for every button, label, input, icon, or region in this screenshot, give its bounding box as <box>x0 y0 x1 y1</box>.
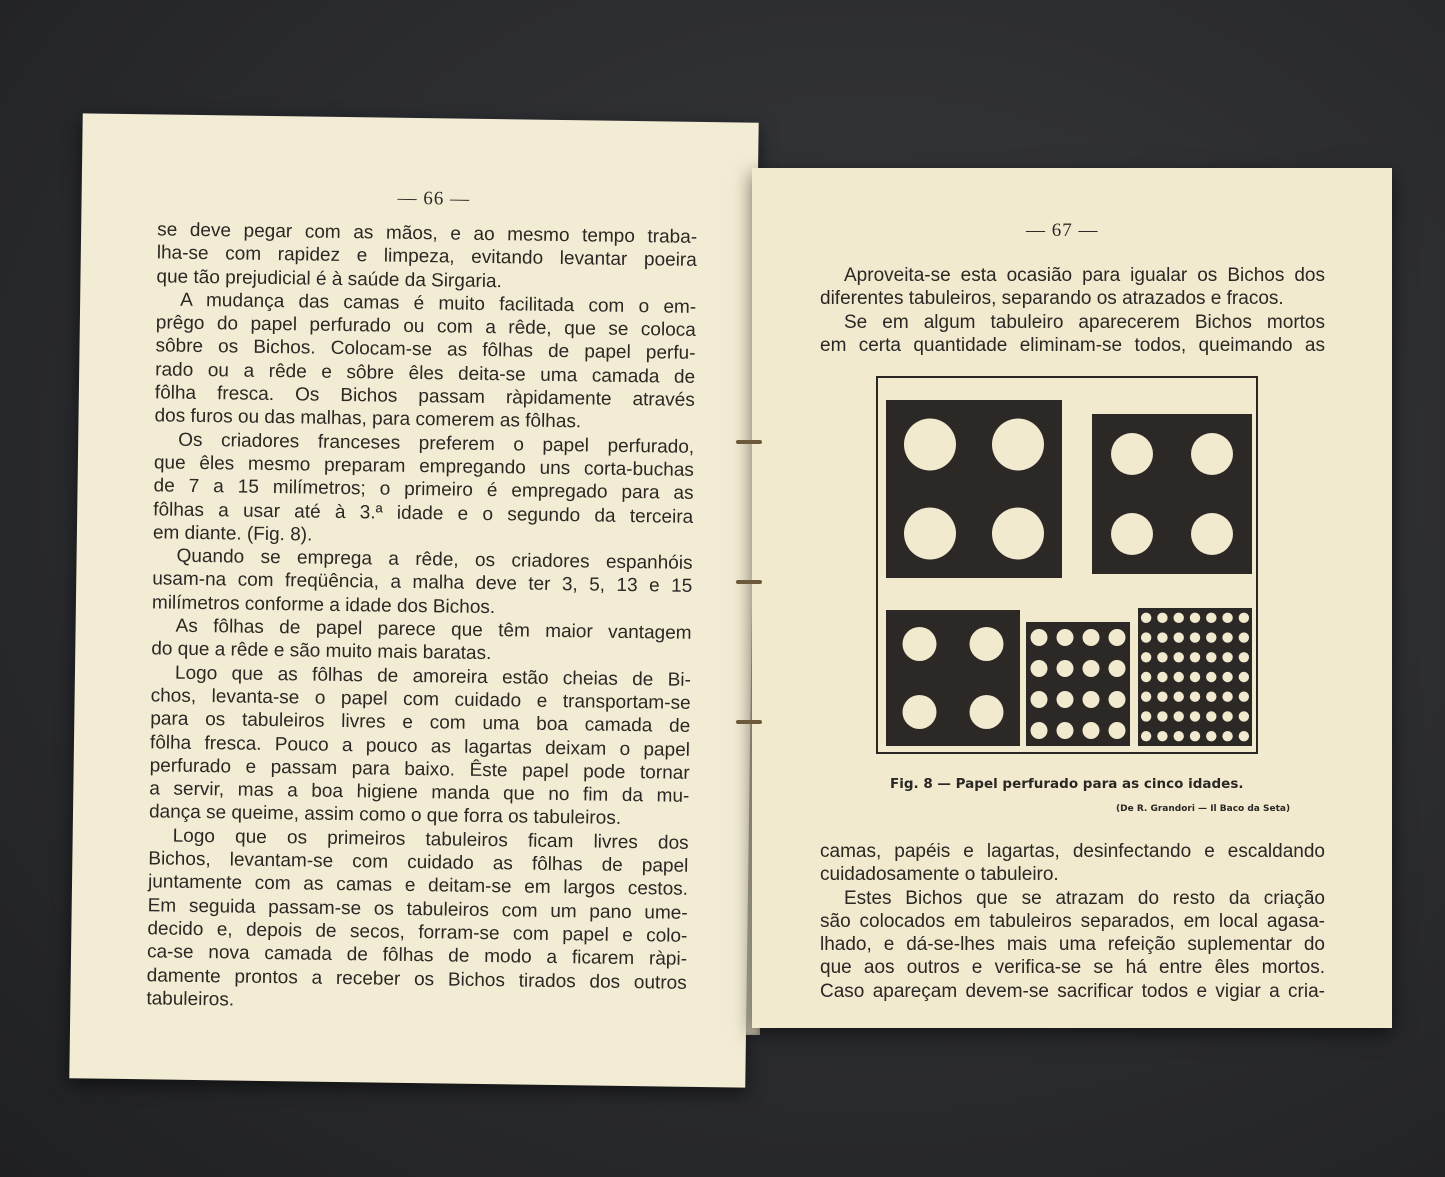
text-line: As fôlhas de papel parece que têm maior vantagem <box>175 615 692 644</box>
text-line: decido e, depois de secos, forram-se com papel e colo- <box>147 918 688 947</box>
text-line: que êles mesmo preparam empregando uns corta-buchas <box>153 452 694 481</box>
text-line: lhado, e dá-se-lhes mais uma refeição suplementar do <box>820 934 1325 956</box>
sheet-fine-holes <box>1026 622 1130 746</box>
page-number-left: — 66 — <box>397 187 471 210</box>
sheet-large-holes <box>886 400 1062 578</box>
text-line: tabuleiros. <box>146 988 235 1011</box>
right-page <box>752 168 1392 1028</box>
text-line: Logo que os primeiros tabuleiros ficam livres dos <box>172 825 689 854</box>
text-line: a servir, mas a boa higiene manda que no fim da mu- <box>149 778 690 807</box>
text-line: em certa quantidade eliminam-se todos, queimando as <box>820 334 1325 356</box>
text-line: de 7 a 15 milímetros; o primeiro é empregado para as <box>153 475 694 505</box>
right-page-text-top <box>820 264 1325 357</box>
text-line: Quando se emprega a rêde, os criadores espanhóis <box>176 545 693 575</box>
text-line: Bichos, levantam-se com cuidado as fôlhas de papel <box>148 848 689 877</box>
text-line: para os tabuleiros livres e com uma boa camada de <box>150 708 691 738</box>
text-line: são colocados em tabuleiros separados, em local agasa- <box>820 910 1325 932</box>
text-line: lha-se com rapidez e limpeza, evitando levantar poeira <box>156 242 697 272</box>
text-line: A mudança das camas é muito facilitada com o em- <box>180 289 697 318</box>
text-line: que aos outros e verifica-se se há entre êles mortos. <box>820 957 1325 979</box>
text-line: milímetros conforme a idade dos Bichos. <box>151 592 496 618</box>
sheet-finest-holes <box>1138 608 1252 746</box>
text-line: juntamente com as camas e deitam-se em largos cestos. <box>147 871 689 901</box>
text-line: Estes Bichos que se atrazam do resto da criação <box>844 887 1325 909</box>
text-line: camas, papéis e lagartas, desinfectando e escaldando <box>820 841 1325 862</box>
figure-caption: Fig. 8 — Papel perfurado para as cinco idades. <box>890 776 1244 792</box>
text-line: dança se queime, assim como o que forra os tabuleiros. <box>148 801 622 830</box>
text-line: sôbre os Bichos. Colocam-se as fôlhas de papel perfu- <box>155 335 696 365</box>
sheet-medium-holes <box>1092 414 1252 574</box>
text-line: Os criadores franceses preferem o papel perfurado, <box>178 429 695 458</box>
text-line: Logo que as fôlhas de amoreira estão cheias de Bi- <box>174 662 692 691</box>
text-line: dos furos ou das malhas, para comerem as fôlhas. <box>154 405 582 433</box>
text-line: damente prontos a receber os Bichos tirados dos outros <box>146 964 687 994</box>
text-line: se deve pegar com as mãos, e ao mesmo tempo traba- <box>157 219 698 248</box>
text-line: que tão prejudicial é à saúde da Sirgaria. <box>156 265 503 292</box>
text-line: do que a rêde e são muito mais baratas. <box>151 638 492 665</box>
text-line: Aproveita-se esta ocasião para igualar os Bichos dos <box>844 265 1325 286</box>
figure-perforated-paper <box>876 376 1258 754</box>
text-line: prêgo do papel perfurado ou com a rêde, que se coloca <box>155 312 696 342</box>
text-line: diferentes tabuleiros, separando os atrazados e fracos. <box>820 288 1284 310</box>
text-line: em diante. (Fig. 8). <box>152 522 313 546</box>
text-line: perfurado e passam para baixo. Êste papel pode tornar <box>149 755 690 784</box>
text-line: Em seguida passam-se os tabuleiros com um pano ume- <box>147 894 688 924</box>
binding-stitch <box>736 720 762 724</box>
text-line: rado ou a rêde e sôbre êles deita-se uma camada de <box>155 359 696 388</box>
text-line: fôlha fresca. Os Bichos passam ràpidamente através <box>154 382 695 411</box>
sheet-small-holes <box>886 610 1020 746</box>
binding-stitch <box>736 580 762 584</box>
left-page-text <box>146 218 697 1018</box>
text-line: Se em algum tabuleiro aparecerem Bichos mortos <box>844 311 1325 333</box>
text-line: chos, levanta-se o papel com cuidado e transportam-se <box>150 685 691 714</box>
text-line: ca-se nova camada de fôlhas de modo a ficarem ràpi- <box>146 941 688 971</box>
text-line: Caso apareçam devem-se sacrificar todos e vigiar a cria- <box>820 980 1325 1002</box>
figure-credit: (De R. Grandori — Il Baco da Seta) <box>1116 804 1291 814</box>
page-number-right: — 67 — <box>1026 220 1099 241</box>
text-line: usam-na com freqüência, a malha deve ter 3, 5, 13 e 15 <box>152 568 693 598</box>
perforated-paper-illustration <box>878 378 1256 752</box>
left-page <box>69 113 758 1087</box>
text-line: cuidadosamente o tabuleiro. <box>820 864 1059 886</box>
binding-stitch <box>736 440 762 444</box>
text-line: fôlhas a usar até à 3.ª idade e o segundo da terceira <box>153 498 694 528</box>
right-page-text-bottom <box>820 840 1325 1003</box>
text-line: fôlha fresca. Pouco a pouco as lagartas deixam o papel <box>149 731 691 761</box>
